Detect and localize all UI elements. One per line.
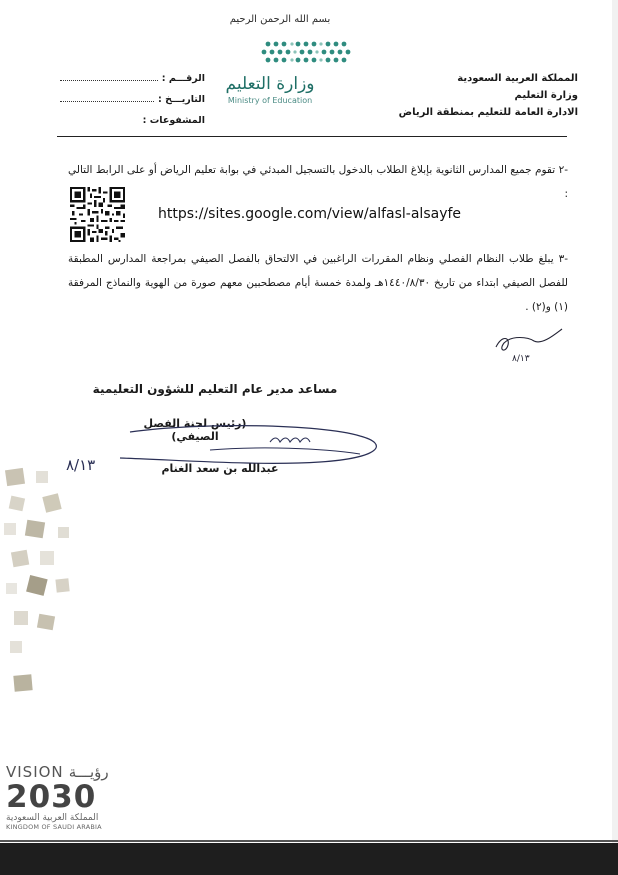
reference-fields: [60, 68, 205, 131]
vision-word-ar: رؤيـــة: [68, 763, 109, 781]
item-3: [68, 247, 568, 319]
issuer-block: [358, 70, 578, 121]
signatory-name: عبدالله بن سعد الغنام: [161, 462, 279, 475]
footer-line: [0, 840, 618, 842]
ministry-name-ar: وزارة التعليم: [225, 74, 315, 94]
item-text: يبلغ طلاب النظام الفصلي ونظام المقررات الراغبين في الالتحاق بالفصل الصيفي بمراجعة المدارس المطبقة للفصل الصيفي ابتداء من تاريخ ١٤٤٠/٨/٣٠هـ ولمدة خمسة أيام مصطحبين معهم صورة من الهوية والنماذج المرفقة (١) و(٢) .: [68, 253, 569, 313]
footer-bar: [0, 843, 618, 875]
vision-year: 2030: [6, 779, 97, 815]
decorative-squares: [0, 465, 90, 705]
issuer-line: وزارة التعليم: [514, 90, 578, 101]
registration-link[interactable]: https://sites.google.com/view/alfasl-alsayfe: [158, 206, 462, 222]
header-divider: [57, 136, 567, 137]
kingdom-name-ar: المملكة العربية السعودية: [6, 813, 99, 823]
item-number: -٢: [558, 164, 568, 176]
kingdom-name-en: KINGDOM OF SAUDI ARABIA: [6, 823, 102, 831]
vision-2030-logo: [6, 762, 126, 831]
field-label: التاريـــخ :: [158, 94, 205, 105]
item-2: [68, 158, 568, 206]
field-label: المشفوعات :: [142, 115, 205, 126]
item-text: تقوم جميع المدارس الثانوية بإبلاغ الطلاب بالدخول بالتسجيل المبدئي في بوابة تعليم الرياض أو على الرابط التالي :: [68, 164, 568, 200]
signatory-role: (رئيس لجنة الفصل الصيفي): [143, 417, 247, 443]
bismillah: بسم الله الرحمن الرحيم: [229, 14, 331, 25]
qr-code-icon: [70, 187, 125, 242]
reference-attachments-field: [60, 110, 205, 131]
field-label: الرقـــم :: [161, 73, 205, 84]
field-dots: [60, 92, 154, 102]
initial-signature: [488, 325, 568, 365]
signatory-title: مساعد مدير عام التعليم للشؤون التعليمية: [92, 382, 338, 396]
handwritten-date: ٨/١٣: [512, 354, 530, 364]
reference-number-field: [60, 68, 205, 89]
ministry-emblem-icon: [258, 34, 358, 70]
field-dots: [60, 71, 158, 81]
item-number: -٣: [558, 253, 568, 265]
handwritten-date: ٨/١٣: [66, 456, 96, 474]
issuer-line: الادارة العامة للتعليم بمنطقة الرياض: [398, 107, 578, 118]
reference-date-field: [60, 89, 205, 110]
issuer-line: المملكة العربية السعودية: [457, 73, 578, 84]
vision-word: VISION: [6, 763, 64, 781]
page-edge: [612, 0, 618, 843]
ministry-name-en: Ministry of Education: [227, 96, 313, 105]
